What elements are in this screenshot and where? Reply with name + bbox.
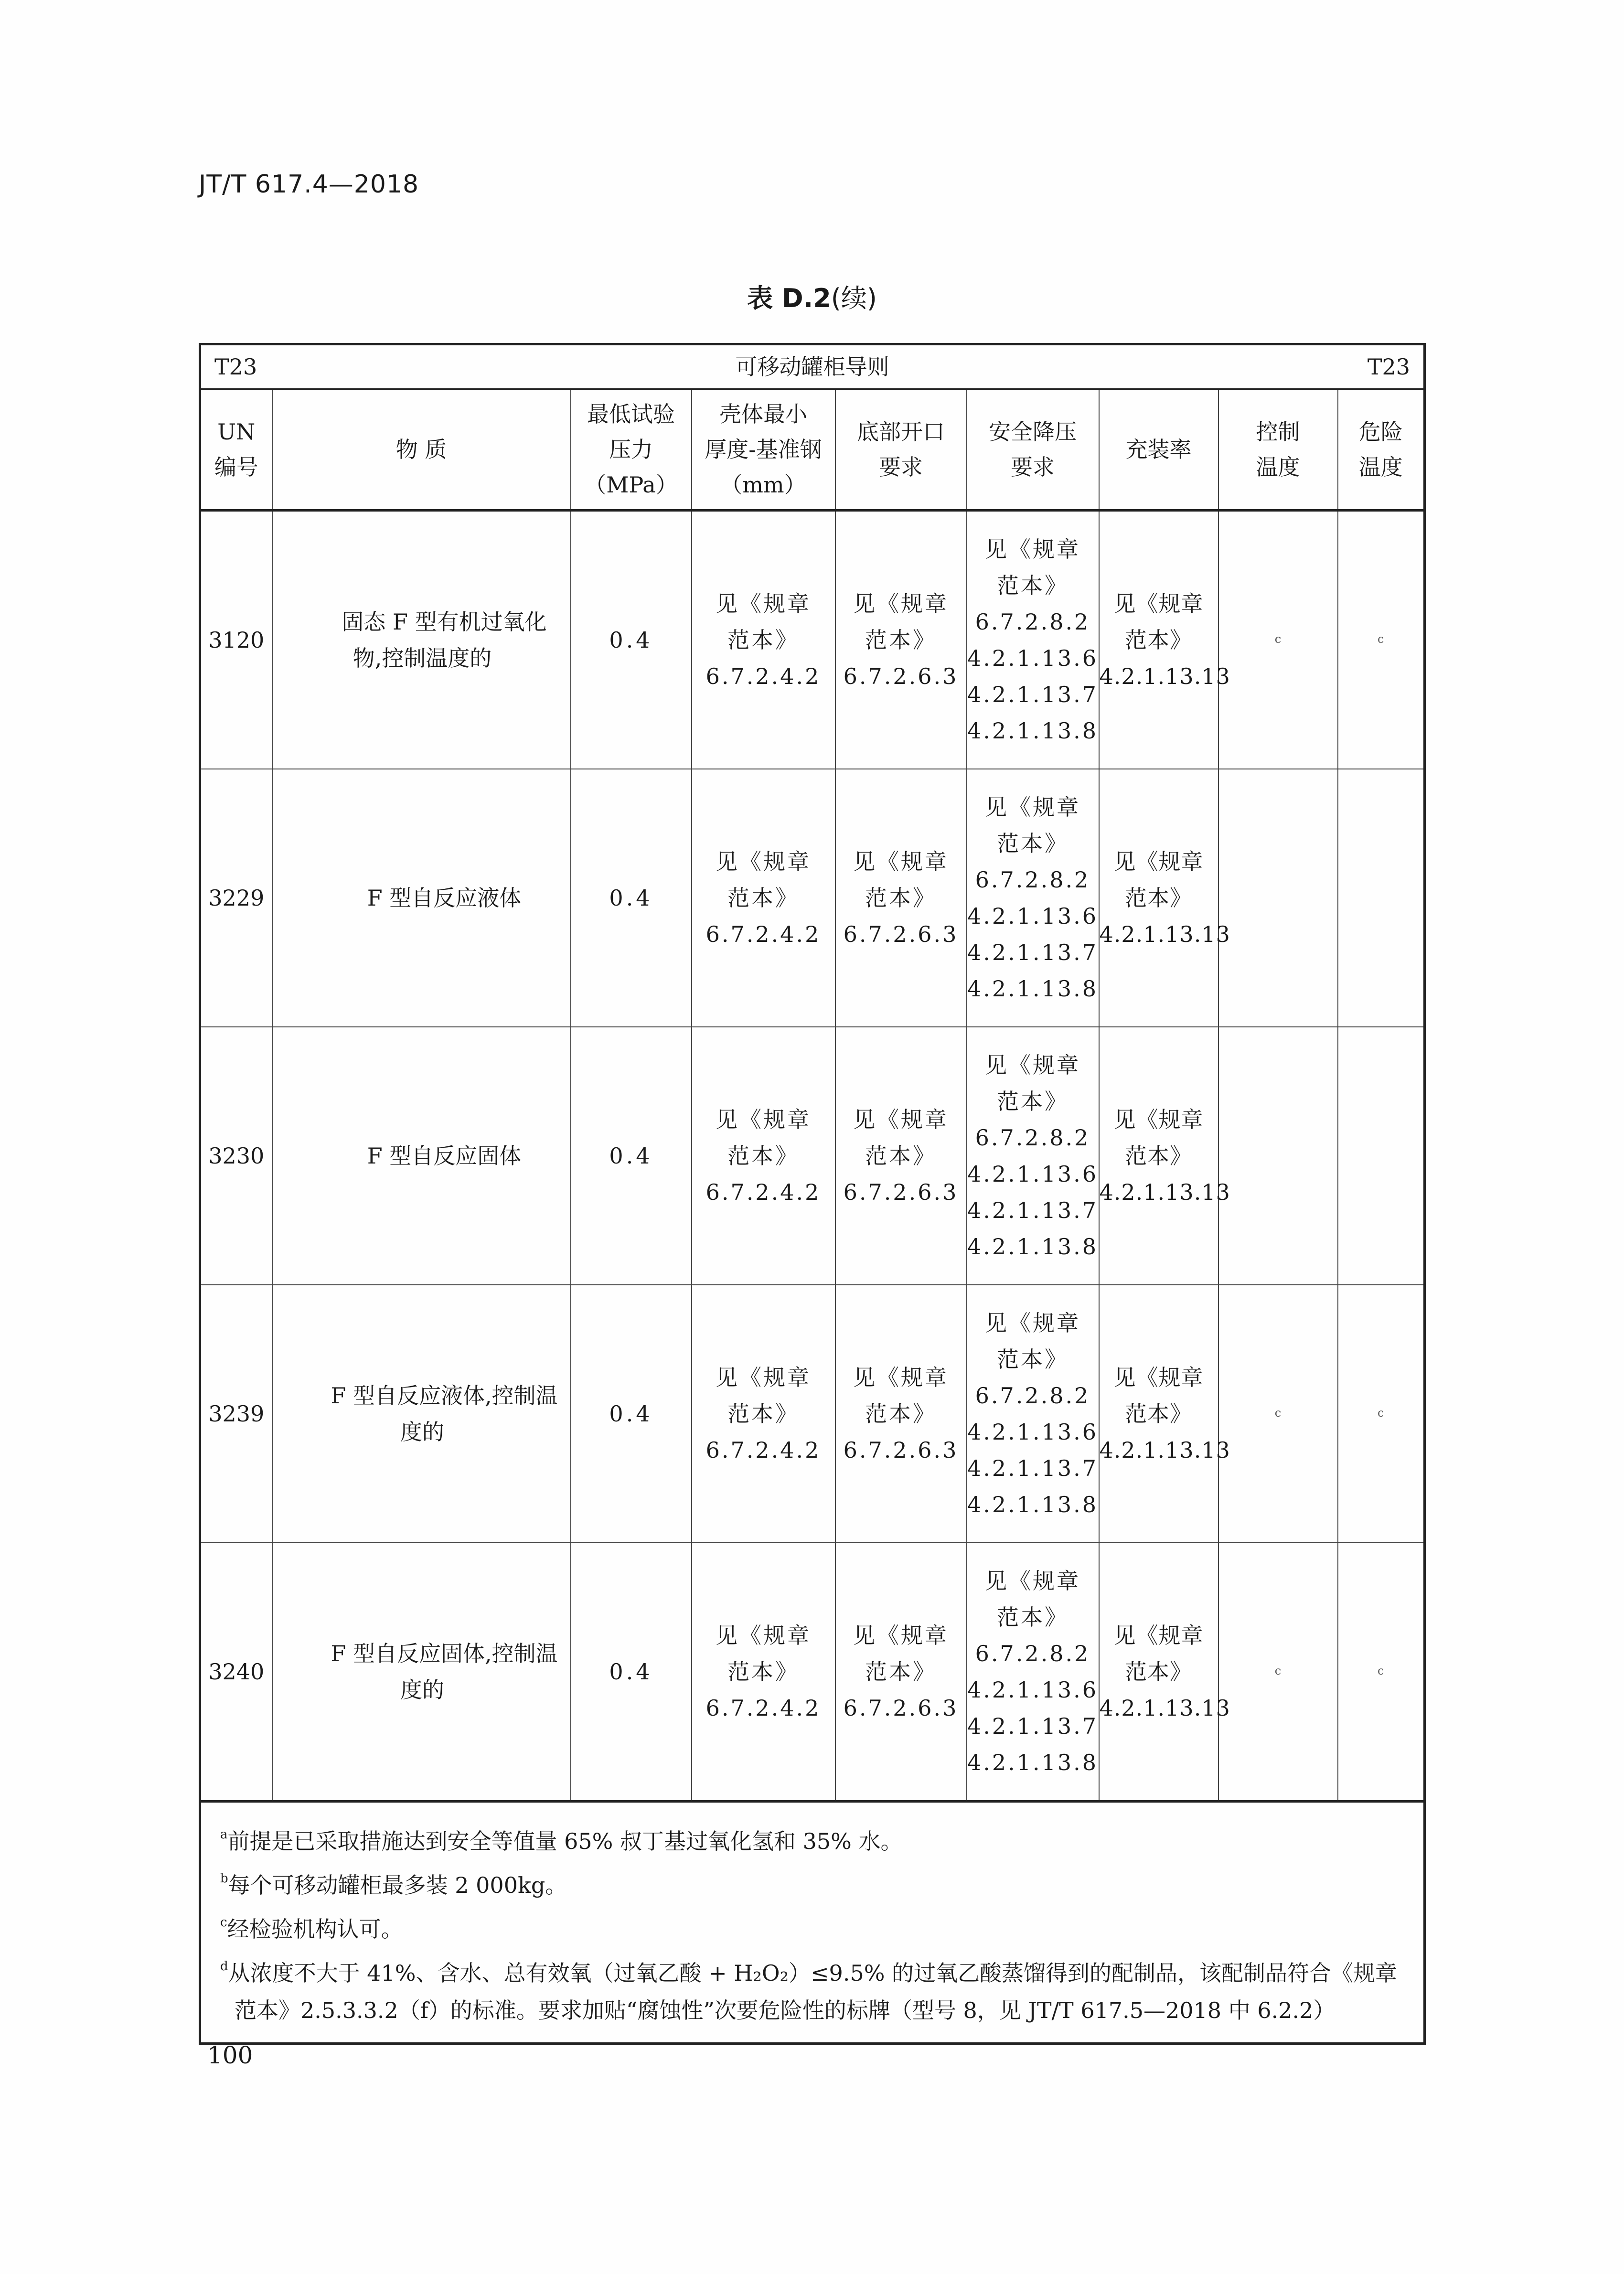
footnote-b: [220, 1860, 1409, 1904]
cell-line: 6.7.2.8.2: [975, 1383, 1090, 1409]
cell-line: 范本》: [1125, 1659, 1192, 1685]
cell-line: 厚度-基准钢: [705, 437, 822, 462]
substance-text: 固态 F 型有机过氧化物,控制温度的: [342, 609, 547, 671]
footnote-mark: d: [220, 1959, 228, 1974]
cell-line: 见《规章: [853, 591, 949, 617]
cell-un: [200, 769, 272, 1027]
header-code-left: T23: [214, 354, 257, 380]
cell-control: [1218, 511, 1338, 769]
cell-line: 见《规章: [1113, 849, 1204, 875]
cell-line: 4.2.1.13.7: [967, 1455, 1099, 1481]
cell-line: （mm）: [720, 472, 806, 498]
footnote-text: 前提是已采取措施达到安全等值量 65% 叔丁基过氧化氢和 35% 水。: [227, 1828, 903, 1854]
table-header-bar: [200, 344, 1425, 389]
cell-line: 4.2.1.13.8: [967, 1234, 1099, 1260]
cell-line: 要求: [1011, 454, 1055, 480]
cell-line: 4.2.1.13.13: [1099, 1437, 1230, 1463]
cell-line: 6.7.2.6.3: [843, 1437, 959, 1463]
cell-line: 范本》: [727, 885, 799, 911]
cell-line: 6.7.2.8.2: [975, 867, 1090, 893]
header-code-right: T23: [1367, 354, 1410, 380]
cell-line: 4.2.1.13.7: [967, 682, 1099, 707]
cell-line: 见《规章: [853, 849, 949, 875]
cell-line: 6.7.2.6.3: [843, 1179, 959, 1205]
cell-line: 见《规章: [1113, 591, 1204, 617]
cell-line: 4.2.1.13.7: [967, 1713, 1099, 1739]
cell-line: 4.2.1.13.6: [967, 645, 1099, 671]
cell-danger: [1338, 1543, 1425, 1802]
cell-line: 6.7.2.8.2: [975, 609, 1090, 635]
cell-line: 4.2.1.13.13: [1099, 1179, 1230, 1205]
cell-relief: [967, 511, 1099, 769]
substance-text: F 型自反应固体: [367, 1143, 522, 1169]
cell-line: 范本》: [1125, 627, 1192, 653]
col-shell-thickness: [692, 389, 835, 511]
cell-thickness: [692, 769, 835, 1027]
cell-line: 范本》: [727, 1143, 799, 1169]
substance-text: F 型自反应液体: [367, 885, 522, 911]
cell-line: 要求: [879, 454, 923, 480]
cell-bottom: [835, 1543, 967, 1802]
table-row: [200, 1543, 1425, 1802]
footnote-a: [220, 1816, 1409, 1860]
table-row: [200, 1027, 1425, 1285]
cell-line: 见《规章: [985, 1052, 1080, 1078]
table-body: [200, 511, 1425, 1802]
cell-line: 范本》: [1125, 885, 1192, 911]
cell-line: 温度: [1256, 454, 1300, 480]
cell-bottom: [835, 769, 967, 1027]
cell-line: 危险: [1358, 419, 1403, 445]
cell-line: 范本》: [865, 1143, 937, 1169]
cell-line: 见《规章: [985, 794, 1080, 820]
footnote-c: [220, 1904, 1409, 1948]
footnotes-cell: [200, 1802, 1425, 2044]
cell-line: 最低试验: [587, 401, 675, 427]
cell-line: 4.2.1.13.8: [967, 1750, 1099, 1775]
cell-line: 6.7.2.4.2: [705, 1695, 821, 1721]
cell-line: 6.7.2.8.2: [975, 1125, 1090, 1151]
un-number: 3239: [208, 1401, 265, 1427]
un-number: 3229: [208, 885, 265, 911]
cell-line: 6.7.2.4.2: [705, 921, 821, 947]
pressure-value: 0.4: [609, 885, 653, 911]
cell-pressure: [571, 1543, 692, 1802]
footnote-text: 经检验机构认可。: [227, 1916, 403, 1942]
footnote-mark: c: [1378, 1406, 1384, 1420]
cell-relief: [967, 1285, 1099, 1543]
cell-filling: [1099, 769, 1230, 1027]
cell-bottom: [835, 1285, 967, 1543]
cell-un: [200, 1285, 272, 1543]
cell-line: 物 质: [395, 437, 447, 462]
substance-text: F 型自反应液体,控制温度的: [331, 1383, 558, 1445]
cell-line: 范本》: [997, 831, 1068, 856]
cell-danger: [1338, 1285, 1425, 1543]
cell-control: [1218, 1027, 1338, 1285]
cell-un: [200, 511, 272, 769]
cell-line: 范本》: [865, 1401, 937, 1427]
cell-pressure: [571, 1027, 692, 1285]
cell-line: 6.7.2.6.3: [843, 1695, 959, 1721]
col-pressure-relief: [967, 389, 1099, 511]
col-bottom-opening: [835, 389, 967, 511]
transport-table: [199, 343, 1426, 2045]
cell-line: 充装率: [1125, 437, 1192, 462]
cell-substance: [272, 1285, 571, 1543]
footnote-row: [200, 1802, 1425, 2044]
header-guideline: 可移动罐柜导则: [735, 354, 889, 380]
cell-filling: [1099, 1543, 1230, 1802]
cell-line: 见《规章: [716, 1107, 811, 1132]
cell-control: [1218, 769, 1338, 1027]
cell-line: 范本》: [727, 1659, 799, 1685]
cell-line: 见《规章: [1113, 1623, 1204, 1648]
cell-line: 4.2.1.13.7: [967, 1197, 1099, 1223]
cell-bottom: [835, 1027, 967, 1285]
table-title-continued: (续): [831, 283, 877, 313]
cell-line: 壳体最小: [719, 401, 807, 427]
footnote-mark: c: [1274, 632, 1282, 646]
table-title: [0, 278, 1624, 315]
pressure-value: 0.4: [609, 627, 653, 653]
cell-un: [200, 1543, 272, 1802]
cell-pressure: [571, 769, 692, 1027]
cell-line: 见《规章: [716, 1623, 811, 1648]
un-number: 3120: [208, 627, 265, 653]
cell-substance: [272, 1027, 571, 1285]
cell-filling: [1099, 1027, 1230, 1285]
col-control-temp: [1218, 389, 1338, 511]
cell-line: 范本》: [727, 627, 799, 653]
cell-filling: [1099, 1285, 1230, 1543]
col-filling-ratio: [1099, 389, 1218, 511]
cell-substance: [272, 769, 571, 1027]
cell-substance: [272, 511, 571, 769]
footnote-mark: c: [1274, 1664, 1282, 1677]
cell-line: 压力: [609, 437, 653, 462]
footnote-mark: c: [220, 1915, 227, 1930]
cell-danger: [1338, 769, 1425, 1027]
cell-relief: [967, 1027, 1099, 1285]
cell-danger: [1338, 1027, 1425, 1285]
cell-pressure: [571, 1285, 692, 1543]
pressure-value: 0.4: [609, 1401, 653, 1427]
cell-line: 控制: [1256, 419, 1300, 445]
pressure-value: 0.4: [609, 1659, 653, 1685]
cell-line: 安全降压: [989, 419, 1077, 445]
col-substance: [272, 389, 571, 511]
pressure-value: 0.4: [609, 1143, 653, 1169]
footnote-mark: a: [220, 1827, 228, 1842]
cell-line: 6.7.2.6.3: [843, 921, 959, 947]
cell-line: 6.7.2.4.2: [705, 1437, 821, 1463]
cell-line: 6.7.2.4.2: [705, 1179, 821, 1205]
cell-line: 见《规章: [853, 1365, 949, 1390]
footnote-mark: c: [1274, 1406, 1282, 1420]
cell-line: 4.2.1.13.13: [1099, 1695, 1230, 1721]
cell-pressure: [571, 511, 692, 769]
cell-line: 4.2.1.13.6: [967, 1419, 1099, 1445]
cell-filling: [1099, 511, 1230, 769]
cell-danger: [1338, 511, 1425, 769]
cell-thickness: [692, 511, 835, 769]
footnote-d: [220, 1948, 1409, 2029]
cell-line: 范本》: [997, 1346, 1068, 1372]
cell-un: [200, 1027, 272, 1285]
cell-line: UN: [217, 419, 256, 445]
cell-line: 见《规章: [853, 1107, 949, 1132]
cell-line: 范本》: [865, 885, 937, 911]
col-un-number: [200, 389, 272, 511]
cell-line: 见《规章: [716, 591, 811, 617]
cell-line: 6.7.2.6.3: [843, 663, 959, 689]
column-header-row: [200, 389, 1425, 511]
cell-line: 4.2.1.13.13: [1099, 663, 1230, 689]
page-number: 100: [207, 2041, 253, 2069]
cell-line: 范本》: [865, 1659, 937, 1685]
cell-line: 底部开口: [857, 419, 945, 445]
table-row: [200, 1285, 1425, 1543]
cell-relief: [967, 769, 1099, 1027]
cell-line: 4.2.1.13.8: [967, 976, 1099, 1002]
cell-line: 见《规章: [716, 849, 811, 875]
cell-line: 见《规章: [716, 1365, 811, 1390]
table-row: [200, 769, 1425, 1027]
cell-line: 见《规章: [985, 1568, 1080, 1594]
document-code: JT/T 617.4—2018: [199, 170, 419, 199]
cell-line: 范本》: [1125, 1401, 1192, 1427]
col-test-pressure: [571, 389, 692, 511]
cell-line: 见《规章: [985, 536, 1080, 562]
col-danger-temp: [1338, 389, 1425, 511]
cell-relief: [967, 1543, 1099, 1802]
cell-line: 温度: [1358, 454, 1403, 480]
cell-line: 4.2.1.13.7: [967, 939, 1099, 965]
cell-line: 4.2.1.13.8: [967, 1492, 1099, 1517]
cell-line: 编号: [214, 454, 258, 480]
cell-line: 范本》: [727, 1401, 799, 1427]
table-title-main: 表 D.2: [747, 283, 831, 313]
footnote-text: 每个可移动罐柜最多装 2 000kg。: [228, 1872, 567, 1898]
cell-thickness: [692, 1543, 835, 1802]
cell-line: 4.2.1.13.6: [967, 903, 1099, 929]
cell-line: 范本》: [1125, 1143, 1192, 1169]
cell-line: 4.2.1.13.13: [1099, 921, 1230, 947]
cell-line: 范本》: [997, 573, 1068, 598]
footnote-text: 从浓度不大于 41%、含水、总有效氧（过氧乙酸 + H₂O₂）≤9.5% 的过氧乙酸蒸馏得到的配制品，该配制品符合《规章范本》2.5.3.3.2（f）的标准。要求加贴“腐蚀性”次要危险性的标牌（型号 8，见 JT/T 617.5—2018 中 6.2.2）: [228, 1960, 1398, 2023]
cell-line: 范本》: [997, 1604, 1068, 1630]
cell-line: 见《规章: [1113, 1365, 1204, 1390]
cell-line: 6.7.2.4.2: [705, 663, 821, 689]
cell-line: 范本》: [997, 1089, 1068, 1114]
cell-line: 4.2.1.13.8: [967, 718, 1099, 744]
cell-line: 4.2.1.13.6: [967, 1161, 1099, 1187]
un-number: 3240: [208, 1659, 265, 1685]
cell-line: 见《规章: [985, 1310, 1080, 1336]
footnote-mark: c: [1378, 1664, 1384, 1677]
un-number: 3230: [208, 1143, 265, 1169]
cell-thickness: [692, 1285, 835, 1543]
cell-bottom: [835, 511, 967, 769]
header-bar-cell: [200, 344, 1425, 389]
cell-substance: [272, 1543, 571, 1802]
cell-line: （MPa）: [584, 472, 678, 498]
substance-text: F 型自反应固体,控制温度的: [331, 1641, 558, 1703]
cell-line: 范本》: [865, 627, 937, 653]
table-row: [200, 511, 1425, 769]
cell-line: 见《规章: [1113, 1107, 1204, 1132]
footnote-mark: c: [1378, 632, 1384, 646]
cell-thickness: [692, 1027, 835, 1285]
cell-control: [1218, 1543, 1338, 1802]
cell-line: 6.7.2.8.2: [975, 1641, 1090, 1666]
cell-line: 4.2.1.13.6: [967, 1677, 1099, 1703]
cell-line: 见《规章: [853, 1623, 949, 1648]
footnote-mark: b: [220, 1871, 228, 1886]
cell-control: [1218, 1285, 1338, 1543]
